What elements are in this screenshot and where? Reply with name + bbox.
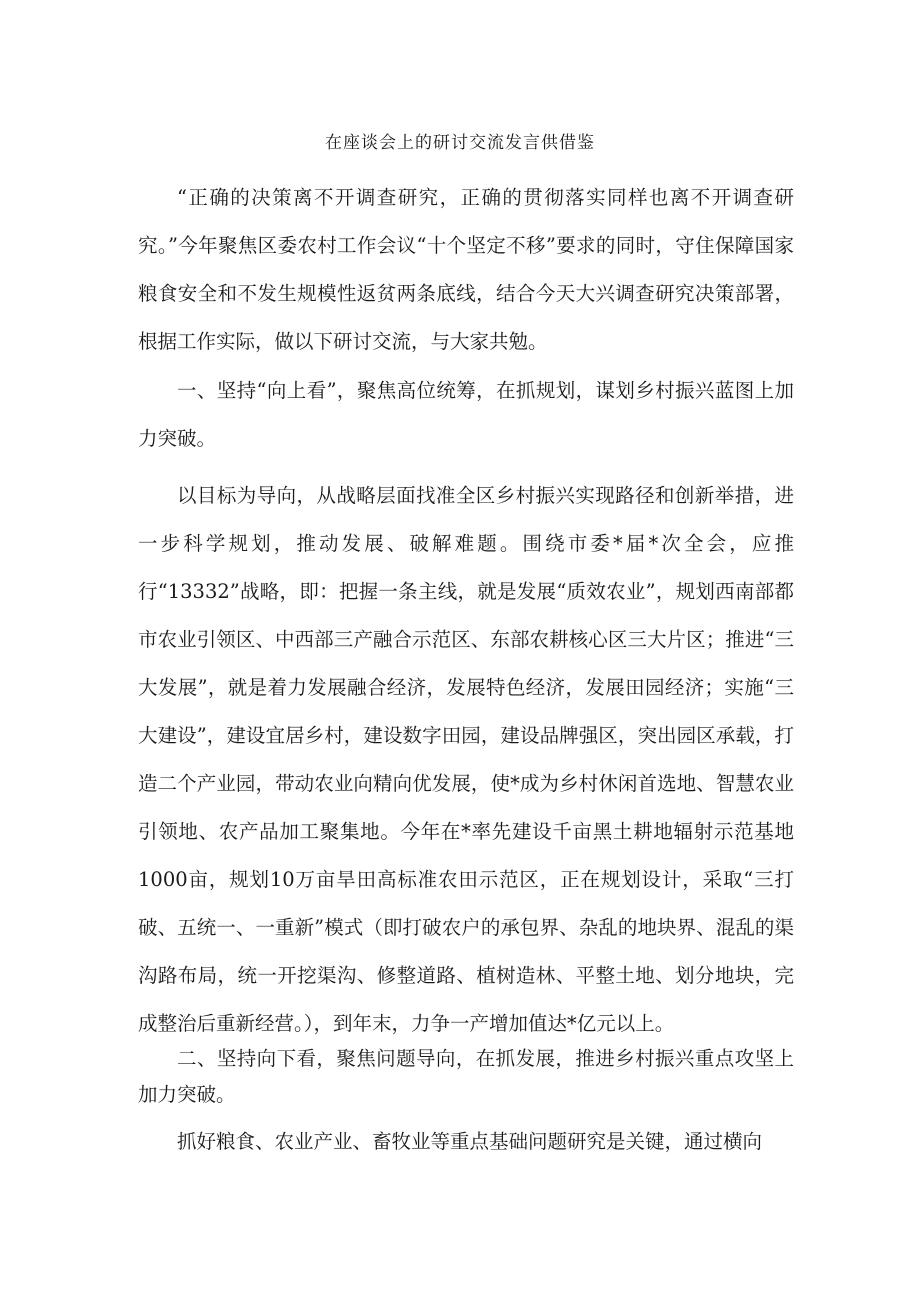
document-title: 在座谈会上的研讨交流发言供借鉴: [325, 133, 595, 153]
paragraph-section-1-body: 以目标为导向，从战略层面找准全区乡村振兴实现路径和创新举措，进一步科学规划，推动发展、破解难题。围绕市委*届*次全会，应推行“13332”战略，即：把握一条主线，就是发展“质效农业”，规划西南部都市农业引领区、中西部三产融合示范区、东部农耕核心区三大片区；推进“三大发展”，就是着力发展融合经济，发展特色经济，发展田园经济；实施“三大建设”，建设宜居乡村，建设数字田园，建设品牌强区，突出园区承载，打造二个产业园，带动农业向精向优发展，使*成为乡村休闲首选地、智慧农业引领地、农产品加工聚集地。今年在*率先建设千亩黑土耕地辐射示范基地1000亩，规划10万亩旱田高标准农田示范区，正在规划设计，采取“三打破、五统一、一重新”模式（即打破农户的承包界、杂乱的地块界、混乱的渠沟路布局，统一开挖渠沟、修整道路、植树造林、平整土地、划分地块，完成整治后重新经营。），到年末，力争一产增加值达*亿元以上。: [138, 484, 794, 1035]
section-heading-1: 一、坚持“向上看”，聚焦高位统筹，在抓规划，谋划乡村振兴蓝图上加力突破。: [138, 379, 794, 450]
paragraph-intro: “正确的决策离不开调查研究，正确的贯彻落实同样也离不开调查研究。”今年聚焦区委农村工作会议“十个坚定不移”要求的同时，守住保障国家粮食安全和不发生规模性返贫两条底线，结合今天大兴调查研究决策部署，根据工作实际，做以下研讨交流，与大家共勉。: [138, 186, 794, 353]
section-heading-2: 二、坚持向下看，聚焦问题导向，在抓发展，推进乡村振兴重点攻坚上加力突破。: [138, 1047, 794, 1106]
paragraph-section-2-body: 抓好粮食、农业产业、畜牧业等重点基础问题研究是关键，通过横向: [177, 1130, 763, 1153]
